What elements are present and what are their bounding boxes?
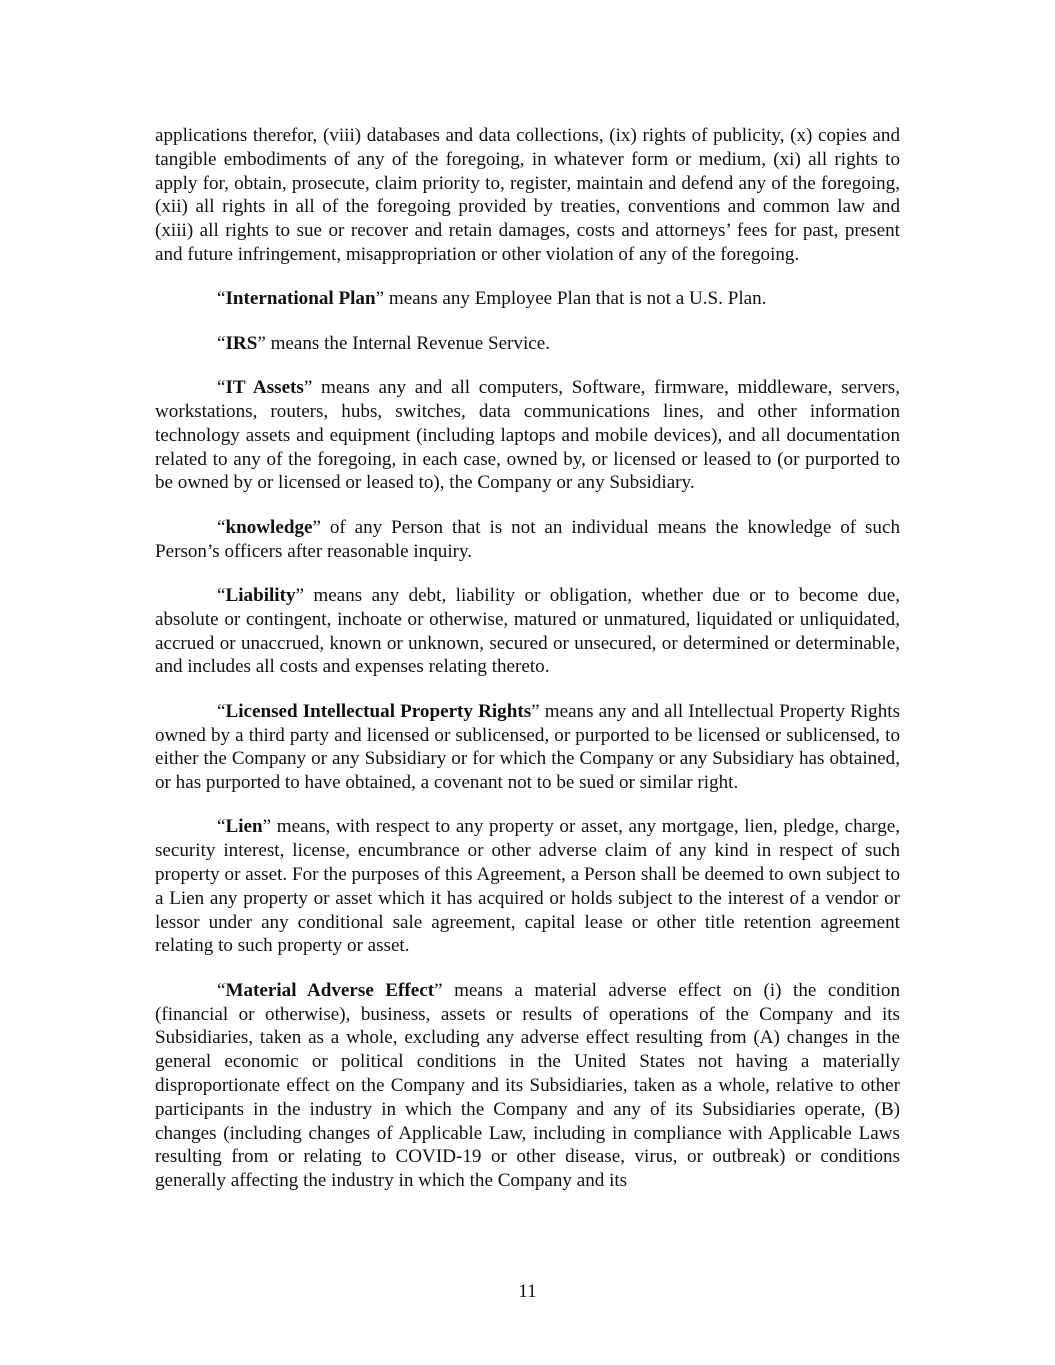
- defined-term: International Plan: [225, 288, 376, 310]
- page-number: 11: [518, 1281, 537, 1302]
- definition-it-assets: [155, 376, 900, 495]
- open-quote: “: [217, 377, 226, 399]
- opening-paragraph: applications therefor, (viii) databases and data collections, (ix) rights of publicity, (x) copies and tangible embodiments of any of the foregoing, in whatever form or medium, (xi) all rights to apply for, obtain, prosecute, claim priority to, register, maintain and defend any of the foregoing, (xii) all rights in all of the foregoing provided by treaties, conventions and common law and (xiii) all rights to sue or recover and retain damages, costs and attorneys’ fees for past, present and future infringement, misappropriation or other violation of any of the foregoing.: [155, 125, 900, 265]
- definition-text: ” means any debt, liability or obligation, whether due or to become due, absolute or contingent, inchoate or otherwise, matured or unmatured, liquidated or unliquidated, accrued or unaccrued, known or unknown, secured or unsecured, or determined or determinable, and includes all costs and expenses relating thereto.: [155, 584, 900, 678]
- defined-term: Liability: [225, 584, 296, 606]
- definition-knowledge: [155, 516, 900, 564]
- definition-material-adverse-effect: [155, 979, 900, 1193]
- defined-term: IRS: [225, 332, 258, 354]
- definition-international-plan: [155, 287, 900, 311]
- open-quote: “: [217, 332, 226, 354]
- definition-lien: [155, 815, 900, 958]
- definition-text: ” means the Internal Revenue Service.: [257, 332, 550, 354]
- document-body: [155, 124, 900, 1214]
- definition-text: ” means any and all Intellectual Property Rights owned by a third party and licensed or sublicensed, or purported to be licensed or sublicensed, to either the Company or any Subsidiary or for which the Company or any Subsidiary has obtained, or has purported to have obtained, a covenant not to be sued or similar right.: [155, 700, 901, 794]
- definition-text: ” of any Person that is not an individual means the knowledge of such Person’s officers after reasonable inquiry.: [155, 516, 900, 562]
- definition-text: ” means a material adverse effect on (i) the condition (financial or otherwise), business, assets or results of operations of the Company and its Subsidiaries, taken as a whole, excluding any adverse effect resulting from (A) changes in the general economic or political conditions in the United States not having a materially disproportionate effect on the Company and its Subsidiaries, taken as a whole, relative to other participants in the industry in which the Company and any of its Subsidiaries operate, (B) changes (including changes of Applicable Law, including in compliance with Applicable Laws resulting from or relating to COVID-19 or other disease, virus, or outbreak) or conditions generally affecting the industry in which the Company and its: [155, 979, 900, 1192]
- defined-term: Material Adverse Effect: [225, 979, 435, 1001]
- definition-liability: [155, 584, 900, 679]
- defined-term: Licensed Intellectual Property Rights: [225, 700, 532, 722]
- definition-text: ” means any Employee Plan that is not a U.S. Plan.: [375, 288, 767, 310]
- definition-text: ” means any and all computers, Software, firmware, middleware, servers, workstations, routers, hubs, switches, data communications lines, and other information technology assets and equipment (including laptops and mobile devices), and all documentation related to any of the foregoing, in each case, owned by, or licensed or leased to (or purported to be owned by or licensed or leased to), the Company or any Subsidiary.: [155, 377, 900, 494]
- open-quote: “: [217, 584, 226, 606]
- definition-text: ” means, with respect to any property or asset, any mortgage, lien, pledge, charge, security interest, license, encumbrance or other adverse claim of any kind in respect of such property or asset. For the purposes of this Agreement, a Person shall be deemed to own subject to a Lien any property or asset which it has acquired or holds subject to the interest of a vendor or lessor under any conditional sale agreement, capital lease or other title retention agreement relating to such property or asset.: [155, 816, 900, 957]
- open-quote: “: [217, 288, 226, 310]
- defined-term: Lien: [225, 816, 263, 838]
- definition-irs: [155, 332, 900, 356]
- open-quote: “: [217, 979, 226, 1001]
- definition-licensed-ip-rights: [155, 700, 900, 795]
- defined-term: IT Assets: [225, 377, 304, 399]
- defined-term: knowledge: [225, 516, 313, 538]
- open-quote: “: [217, 816, 226, 838]
- open-quote: “: [217, 516, 226, 538]
- open-quote: “: [217, 700, 226, 722]
